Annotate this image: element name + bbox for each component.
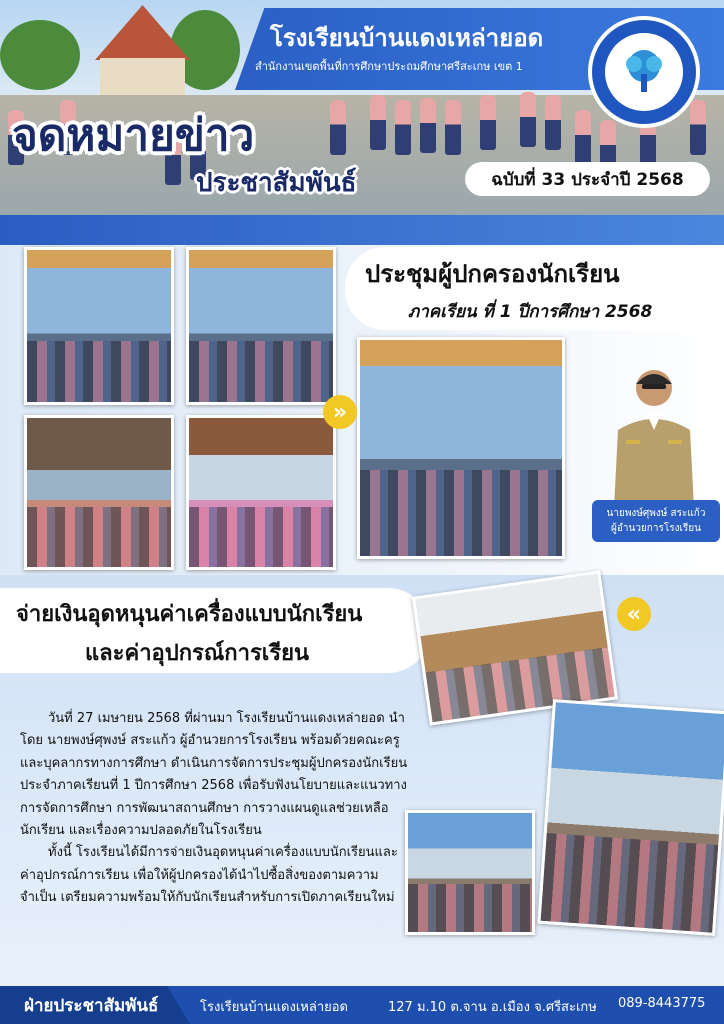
meeting-subtitle: ภาคเรียน ที่ 1 ปีการศึกษา 2568	[408, 302, 653, 322]
next-arrow-icon: »	[323, 395, 357, 429]
newsletter-title: จดหมายข่าว	[12, 110, 255, 161]
photo-content	[408, 813, 532, 932]
audience	[189, 507, 333, 567]
student-figure	[545, 95, 561, 150]
director-name: นายพงษ์ศุพงษ์ สระแก้ว	[606, 508, 706, 519]
aid-title: จ่ายเงินอุดหนุนค่าเครื่องแบบนักเรียน	[16, 602, 363, 627]
school-name: โรงเรียนบ้านแดงเหล่ายอด	[270, 24, 544, 52]
student-figure	[420, 98, 436, 153]
student-figure	[520, 92, 536, 147]
aid-photo	[537, 699, 724, 936]
prev-arrow-icon: «	[617, 597, 651, 631]
article-paragraph: วันที่ 27 เมษายน 2568 ที่ผ่านมา โรงเรียนบ้านแดงเหล่ายอด นำโดย นายพงษ์ศุพงษ์ สระแก้ว ผู้อำนวยการโรงเรียน พร้อมด้วยคณะครูและบุคลากรทางการศึกษา ดำเนินการจัดการประชุมผู้ปกครองนักเรียน ประจำภาคเรียนที่ 1 ปีการศึกษา 2568 เพื่อรับฟังนโยบายและแนวทางการจัดการศึกษา การพัฒนาสถานศึกษา การวางแผนดูแลช่วยเหลือนักเรียน และเรื่องความปลอดภัยในโรงเรียน	[20, 711, 408, 839]
newsletter-subtitle: ประชาสัมพันธ์	[196, 168, 357, 198]
meeting-photo	[24, 415, 174, 570]
student-figure	[330, 100, 346, 155]
meeting-title: ประชุมผู้ปกครองนักเรียน	[365, 260, 620, 288]
director-portrait	[604, 360, 704, 508]
meeting-photo	[186, 247, 336, 405]
student-figure	[690, 100, 706, 155]
director-caption	[592, 500, 720, 542]
photo-content	[189, 418, 333, 567]
header-tree	[0, 20, 80, 90]
student-figure	[445, 100, 461, 155]
footer-school: โรงเรียนบ้านแดงเหล่ายอด	[200, 1000, 348, 1015]
meeting-photo	[186, 415, 336, 570]
footer-phone: 089-8443775	[618, 996, 706, 1011]
footer-address: 127 ม.10 ต.จาน อ.เมือง จ.ศรีสะเกษ	[388, 1000, 597, 1015]
section-divider	[0, 215, 724, 245]
meeting-photo	[24, 247, 174, 405]
photo-content	[360, 340, 562, 556]
director-position: ผู้อำนวยการโรงเรียน	[611, 523, 701, 534]
student-figure	[575, 110, 591, 165]
audience	[189, 341, 333, 402]
school-logo	[588, 16, 700, 128]
meeting-photo-large	[357, 337, 565, 559]
school-building	[100, 58, 185, 98]
photo-content	[415, 574, 614, 722]
audience	[27, 507, 171, 567]
aid-subtitle: และค่าอุปกรณ์การเรียน	[85, 641, 310, 666]
student-figure	[370, 95, 386, 150]
footer-department: ฝ่ายประชาสัมพันธ์	[24, 996, 159, 1016]
photo-content	[541, 702, 724, 932]
article-body	[20, 708, 408, 910]
tree-icon	[605, 33, 683, 111]
audience	[360, 470, 562, 556]
crowd	[541, 833, 719, 932]
photo-content	[27, 418, 171, 567]
audience	[27, 341, 171, 402]
student-figure	[395, 100, 411, 155]
photo-content	[189, 250, 333, 402]
aid-photo	[405, 810, 535, 935]
crowd	[408, 884, 532, 932]
student-figure	[480, 95, 496, 150]
issue-number: ฉบับที่ 33 ประจำปี 2568	[465, 162, 710, 196]
article-paragraph: ทั้งนี้ โรงเรียนได้มีการจ่ายเงินอุดหนุนค่าเครื่องแบบนักเรียนและค่าอุปกรณ์การเรียน เพื่อให้ผู้ปกครองได้นำไปซื้อสิ่งของตามความจำเป็น เตรียมความพร้อมให้กับนักเรียนสำหรับการเปิดภาคเรียนใหม่	[20, 845, 398, 906]
photo-content	[27, 250, 171, 402]
education-office: สำนักงานเขตพื้นที่การศึกษาประถมศึกษาศรีสะเกษ เขต 1	[255, 60, 523, 73]
